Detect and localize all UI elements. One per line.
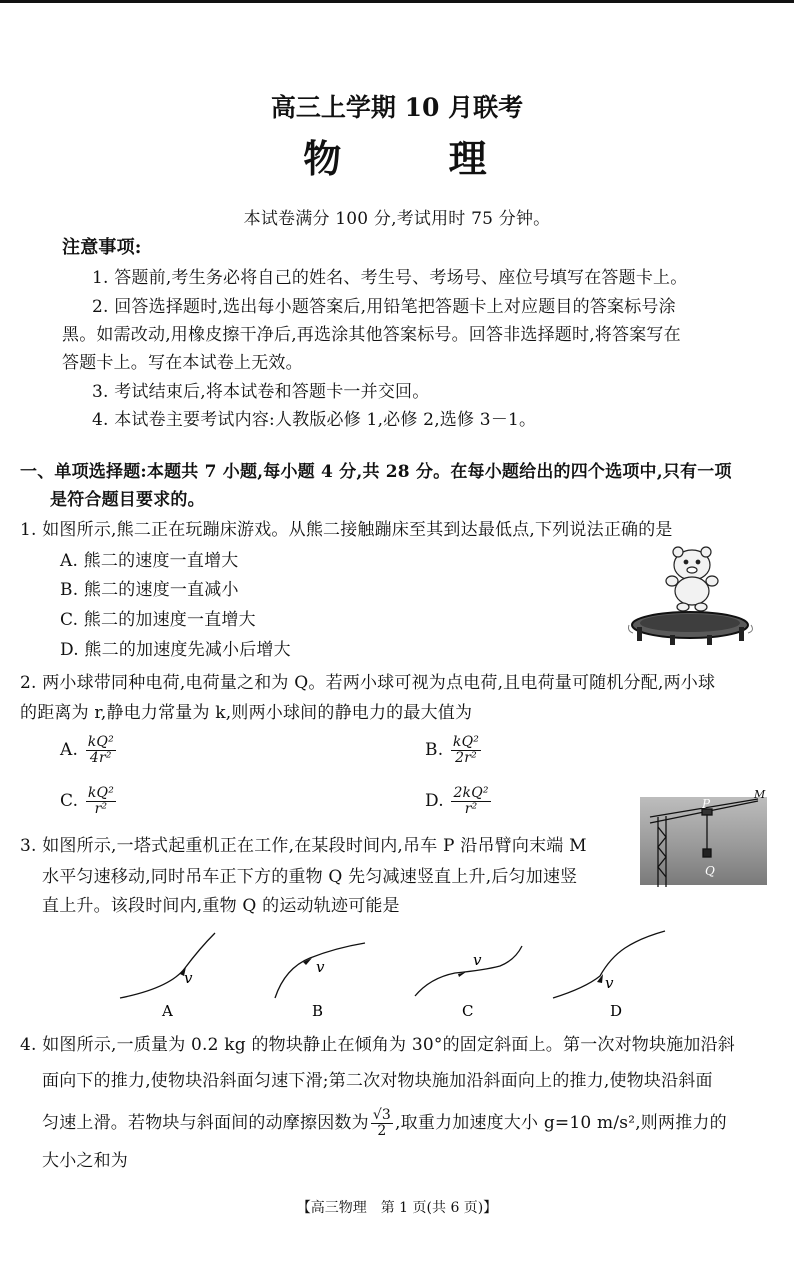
trajectory-options	[110, 928, 680, 1023]
q3-stem-line3: 直上升。该段时间内,重物 Q 的运动轨迹可能是	[42, 896, 400, 916]
q4-stem-line1: 4. 如图所示,一质量为 0.2 kg 的物块静止在倾角为 30°的固定斜面上。第一次对物块施加沿斜	[20, 1035, 735, 1055]
q4-stem-line4: 大小之和为	[42, 1151, 128, 1171]
curve-b-velocity-label: v	[316, 958, 325, 976]
notice-item-2-end: 答题卡上。写在本试卷上无效。	[62, 353, 303, 373]
q2-stem-line1: 2. 两小球带同种电荷,电荷量之和为 Q。若两小球可视为点电荷,且电荷量可随机分配,两小球	[20, 673, 716, 693]
q2-option-a-label: A.	[60, 740, 79, 760]
photo-label-p: P	[702, 797, 711, 811]
q2-option-c-num: kQ²	[87, 785, 115, 801]
photo-label-q: Q	[705, 864, 715, 878]
q2-option-a-den: 4r²	[89, 750, 112, 766]
q2-option-a-fraction	[86, 735, 116, 766]
q1-option-a: A. 熊二的速度一直增大	[60, 551, 239, 571]
q1-option-b: B. 熊二的速度一直减小	[60, 580, 239, 600]
photo-label-m: M	[754, 788, 766, 801]
page-top-border	[0, 0, 794, 3]
curve-c-velocity-label: v	[473, 951, 482, 969]
curve-a-velocity-label: v	[184, 969, 193, 987]
q1-option-d: D. 熊二的加速度先减小后增大	[60, 640, 291, 660]
q4-stem-line2: 面向下的推力,使物块沿斜面匀速下滑;第二次对物块施加沿斜面向上的推力,使物块沿斜面	[42, 1071, 713, 1091]
q3-stem-line1: 3. 如图所示,一塔式起重机正在工作,在某段时间内,吊车 P 沿吊臂向末端 M	[20, 836, 587, 856]
crane-icon	[650, 799, 758, 887]
q4-stem-line3-a: 匀速上滑。若物块与斜面间的动摩擦因数为	[42, 1113, 369, 1133]
exam-title: 高三上学期 10 月联考	[270, 93, 524, 122]
notice-heading: 注意事项:	[62, 237, 142, 258]
notice-item-2-cont: 黑。如需改动,用橡皮擦干净后,再选涂其他答案标号。回答非选择题时,将答案写在	[62, 325, 681, 345]
notice-item-4: 4. 本试卷主要考试内容:人教版必修 1,必修 2,选修 3－1。	[92, 410, 537, 430]
q3-stem-line2: 水平匀速移动,同时吊车正下方的重物 Q 先匀减速竖直上升,后匀加速竖	[42, 867, 578, 887]
q1-option-c: C. 熊二的加速度一直增大	[60, 610, 256, 630]
q1-stem: 1. 如图所示,熊二正在玩蹦床游戏。从熊二接触蹦床至其到达最低点,下列说法正确的是	[20, 520, 673, 540]
curve-c	[415, 946, 522, 996]
q2-option-b-num: kQ²	[452, 734, 480, 750]
q2-option-d-den: r²	[464, 801, 478, 817]
q4-friction-fraction	[371, 1108, 393, 1139]
q4-stem-line3-b: ,取重力加速度大小 g=10 m/s²,则两推力的	[395, 1113, 727, 1133]
q2-option-c-den: r²	[94, 801, 108, 817]
q2-option-d-num: 2kQ²	[453, 785, 489, 801]
q2-option-b	[425, 735, 483, 766]
trampoline-icon	[629, 612, 753, 645]
curve-a-label: A	[162, 1002, 173, 1020]
page-footer: 【高三物理 第 1 页(共 6 页)】	[296, 1200, 498, 1216]
section1-heading-cont: 是符合题目要求的。	[50, 490, 205, 510]
curve-b-label: B	[312, 1002, 324, 1020]
q2-option-a-num: kQ²	[87, 734, 114, 750]
bear-trampoline-illustration	[625, 545, 765, 663]
q2-option-b-den: 2r²	[455, 750, 477, 766]
q2-option-b-fraction	[451, 735, 481, 766]
section1-heading: 一、单项选择题:本题共 7 小题,每小题 4 分,共 28 分。在每小题给出的四个选项中,只有一项	[20, 462, 732, 482]
q2-option-c-fraction	[86, 786, 116, 817]
q4-frac-num: √3	[372, 1107, 392, 1123]
q2-option-d	[425, 786, 493, 817]
notice-item-2: 2. 回答选择题时,选出每小题答案后,用铅笔把答题卡上对应题目的答案标号涂	[92, 297, 676, 317]
q2-option-a	[60, 735, 118, 766]
q2-option-b-label: B.	[425, 740, 444, 760]
exam-subtitle: 本试卷满分 100 分,考试用时 75 分钟。	[243, 209, 551, 229]
q2-option-d-label: D.	[425, 791, 444, 811]
curve-c-label: C	[462, 1002, 474, 1020]
crane-photo-overlay	[640, 787, 775, 887]
bear-icon	[666, 547, 718, 611]
q2-option-c-label: C.	[60, 791, 79, 811]
notice-item-3: 3. 考试结束后,将本试卷和答题卡一并交回。	[92, 382, 430, 402]
notice-item-1: 1. 答题前,考生务必将自己的姓名、考生号、考场号、座位号填写在答题卡上。	[92, 268, 688, 288]
curve-d-velocity-label: v	[605, 974, 614, 992]
q4-stem-line3	[42, 1108, 727, 1139]
q4-frac-den: 2	[377, 1123, 387, 1139]
q2-option-d-fraction	[451, 786, 490, 817]
subject-title: 物 理	[303, 136, 491, 181]
curve-a	[120, 933, 215, 998]
q2-stem-line2: 的距离为 r,静电力常量为 k,则两小球间的静电力的最大值为	[20, 703, 473, 723]
q2-option-c	[60, 786, 118, 817]
curve-d-label: D	[610, 1002, 623, 1020]
